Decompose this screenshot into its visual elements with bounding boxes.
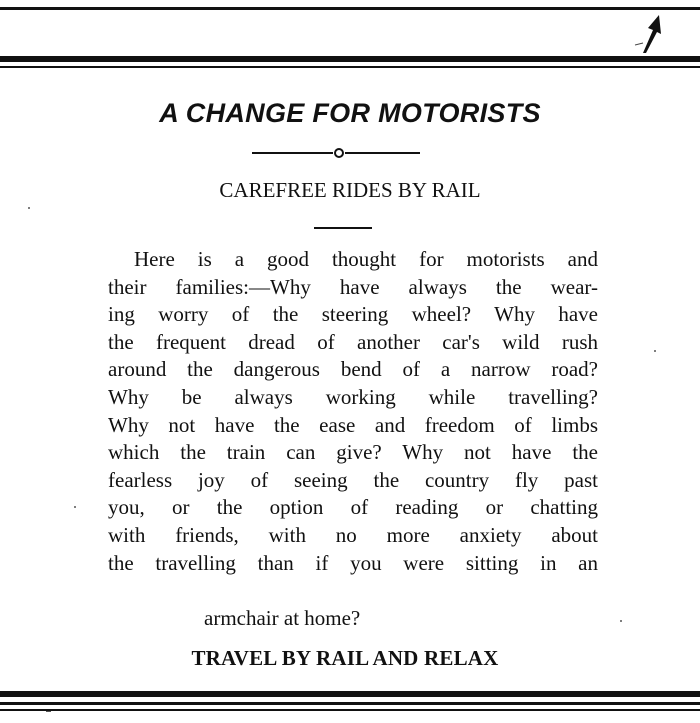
body-line-10: you, or the option of reading or chatting — [108, 495, 598, 520]
body-line-9: fearless joy of seeing the country fly past — [108, 467, 598, 492]
subheadline: CAREFREE RIDES BY RAIL — [219, 178, 481, 202]
body-line-7: Why not have the ease and freedom of limbs — [108, 412, 598, 437]
top-thick-rule — [0, 56, 700, 62]
body-line-4: the frequent dread of another car's wild rush — [108, 329, 598, 354]
body-line-2: their families:—Why have always the wear- — [108, 274, 598, 299]
ornament-divider-icon — [252, 145, 420, 159]
slogan: TRAVEL BY RAIL AND RELAX — [191, 646, 499, 670]
closing-line: armchair at home? — [204, 606, 361, 630]
print-speck — [620, 620, 622, 622]
body-line-6: Why be always working while travelling? — [108, 384, 598, 409]
bottom-thick-rule — [0, 691, 700, 697]
short-divider-rule — [314, 227, 372, 229]
bottom-thin-rule — [0, 702, 700, 705]
body-line-12: the travelling than if you were sitting in an — [108, 550, 598, 575]
body-line-5: around the dangerous bend of a narrow road? — [108, 357, 598, 382]
top-thin-rule — [0, 7, 700, 10]
bottom-secondary-rule — [0, 709, 700, 711]
article-body — [108, 246, 598, 577]
print-speck — [654, 350, 656, 352]
top-secondary-rule — [0, 66, 700, 68]
body-line-8: which the train can give? Why not have the — [108, 440, 598, 465]
print-speck — [74, 506, 76, 508]
corner-mark-icon — [634, 14, 662, 54]
headline: A CHANGE FOR MOTORISTS — [159, 98, 541, 128]
print-speck — [46, 711, 51, 712]
body-line-11: with friends, with no more anxiety about — [108, 522, 598, 547]
body-line-1: Here is a good thought for motorists and — [134, 247, 598, 271]
body-line-3: ing worry of the steering wheel? Why have — [108, 302, 598, 327]
print-speck — [28, 207, 30, 209]
